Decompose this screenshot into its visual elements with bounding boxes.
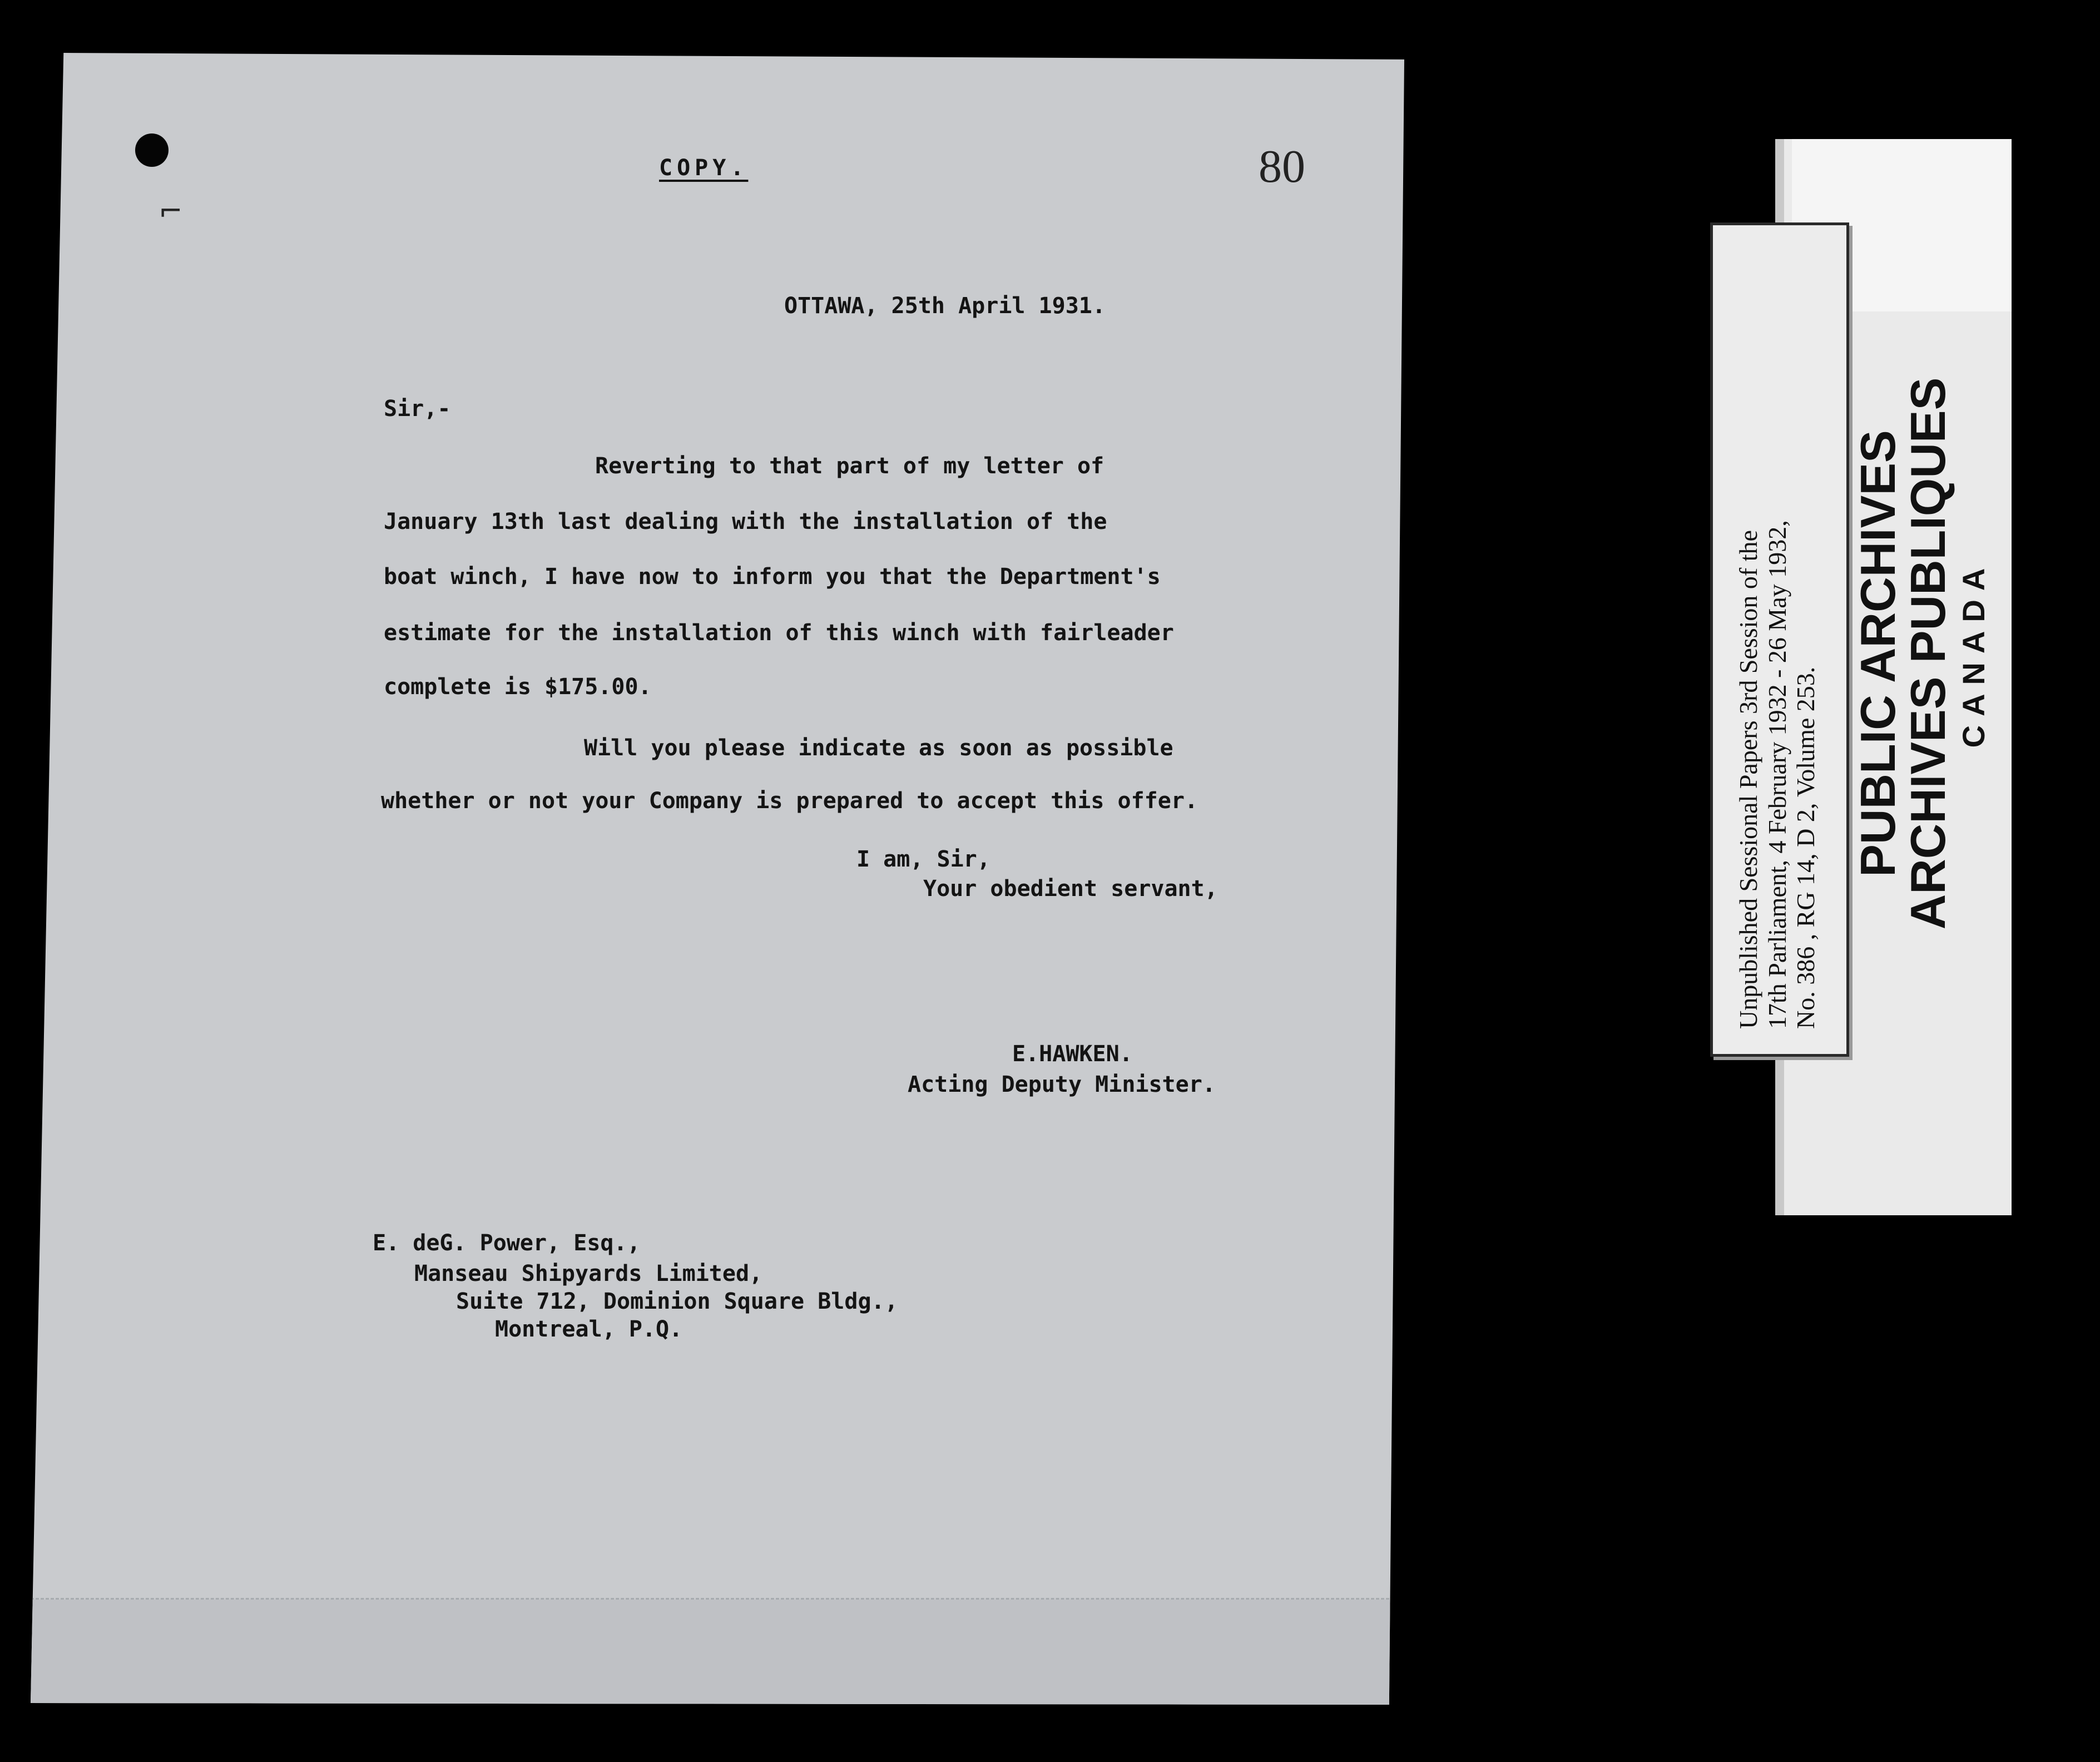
body-line: estimate for the installation of this winch with fairleader [384,620,1174,646]
copy-header: COPY. [659,155,749,181]
archive-stamp-line: ARCHIVES PUBLIQUES [1900,377,1955,930]
punch-hole [135,133,169,167]
body-line: Reverting to that part of my letter of [595,453,1105,479]
address-line: Montreal, P.Q. [495,1316,683,1342]
body-line: January 13th last dealing with the installation of the [384,509,1107,534]
catalog-label-line: No. 386 , RG 14, D 2, Volume 253. [1791,666,1820,1029]
closing-line: Your obedient servant, [923,876,1218,902]
catalog-label-line: 17th Parliament, 4 February 1932 - 26 May 1932, [1762,520,1791,1029]
body-line: Will you please indicate as soon as possible [584,735,1173,761]
body-line: boat winch, I have now to inform you that the Department's [384,564,1161,590]
paper-clip-mark: ⌐ [159,195,183,228]
body-line: complete is $175.00. [384,674,652,700]
page-lower-band [31,1600,1404,1705]
body-line: whether or not your Company is prepared to accept this offer. [381,788,1198,814]
catalog-label [1710,222,1849,1057]
archive-stamp [1850,306,1991,1001]
place-date: OTTAWA, 25th April 1931. [784,293,1106,319]
archive-stamp-country: CANADA [1955,559,1991,748]
address-line: Suite 712, Dominion Square Bldg., [456,1289,898,1314]
signature-title: Acting Deputy Minister. [908,1072,1216,1097]
address-line: Manseau Shipyards Limited, [414,1261,763,1286]
folio-number: 80 [1259,141,1305,192]
closing-line: I am, Sir, [856,847,990,872]
archive-stamp-line: PUBLIC ARCHIVES [1850,430,1905,877]
signature-name: E.HAWKEN. [1012,1041,1133,1067]
salutation: Sir,- [384,396,451,422]
catalog-label-text [1734,250,1820,1029]
catalog-label-line: Unpublished Sessional Papers 3rd Session of the [1734,530,1762,1029]
address-line: E. deG. Power, Esq., [373,1230,641,1256]
